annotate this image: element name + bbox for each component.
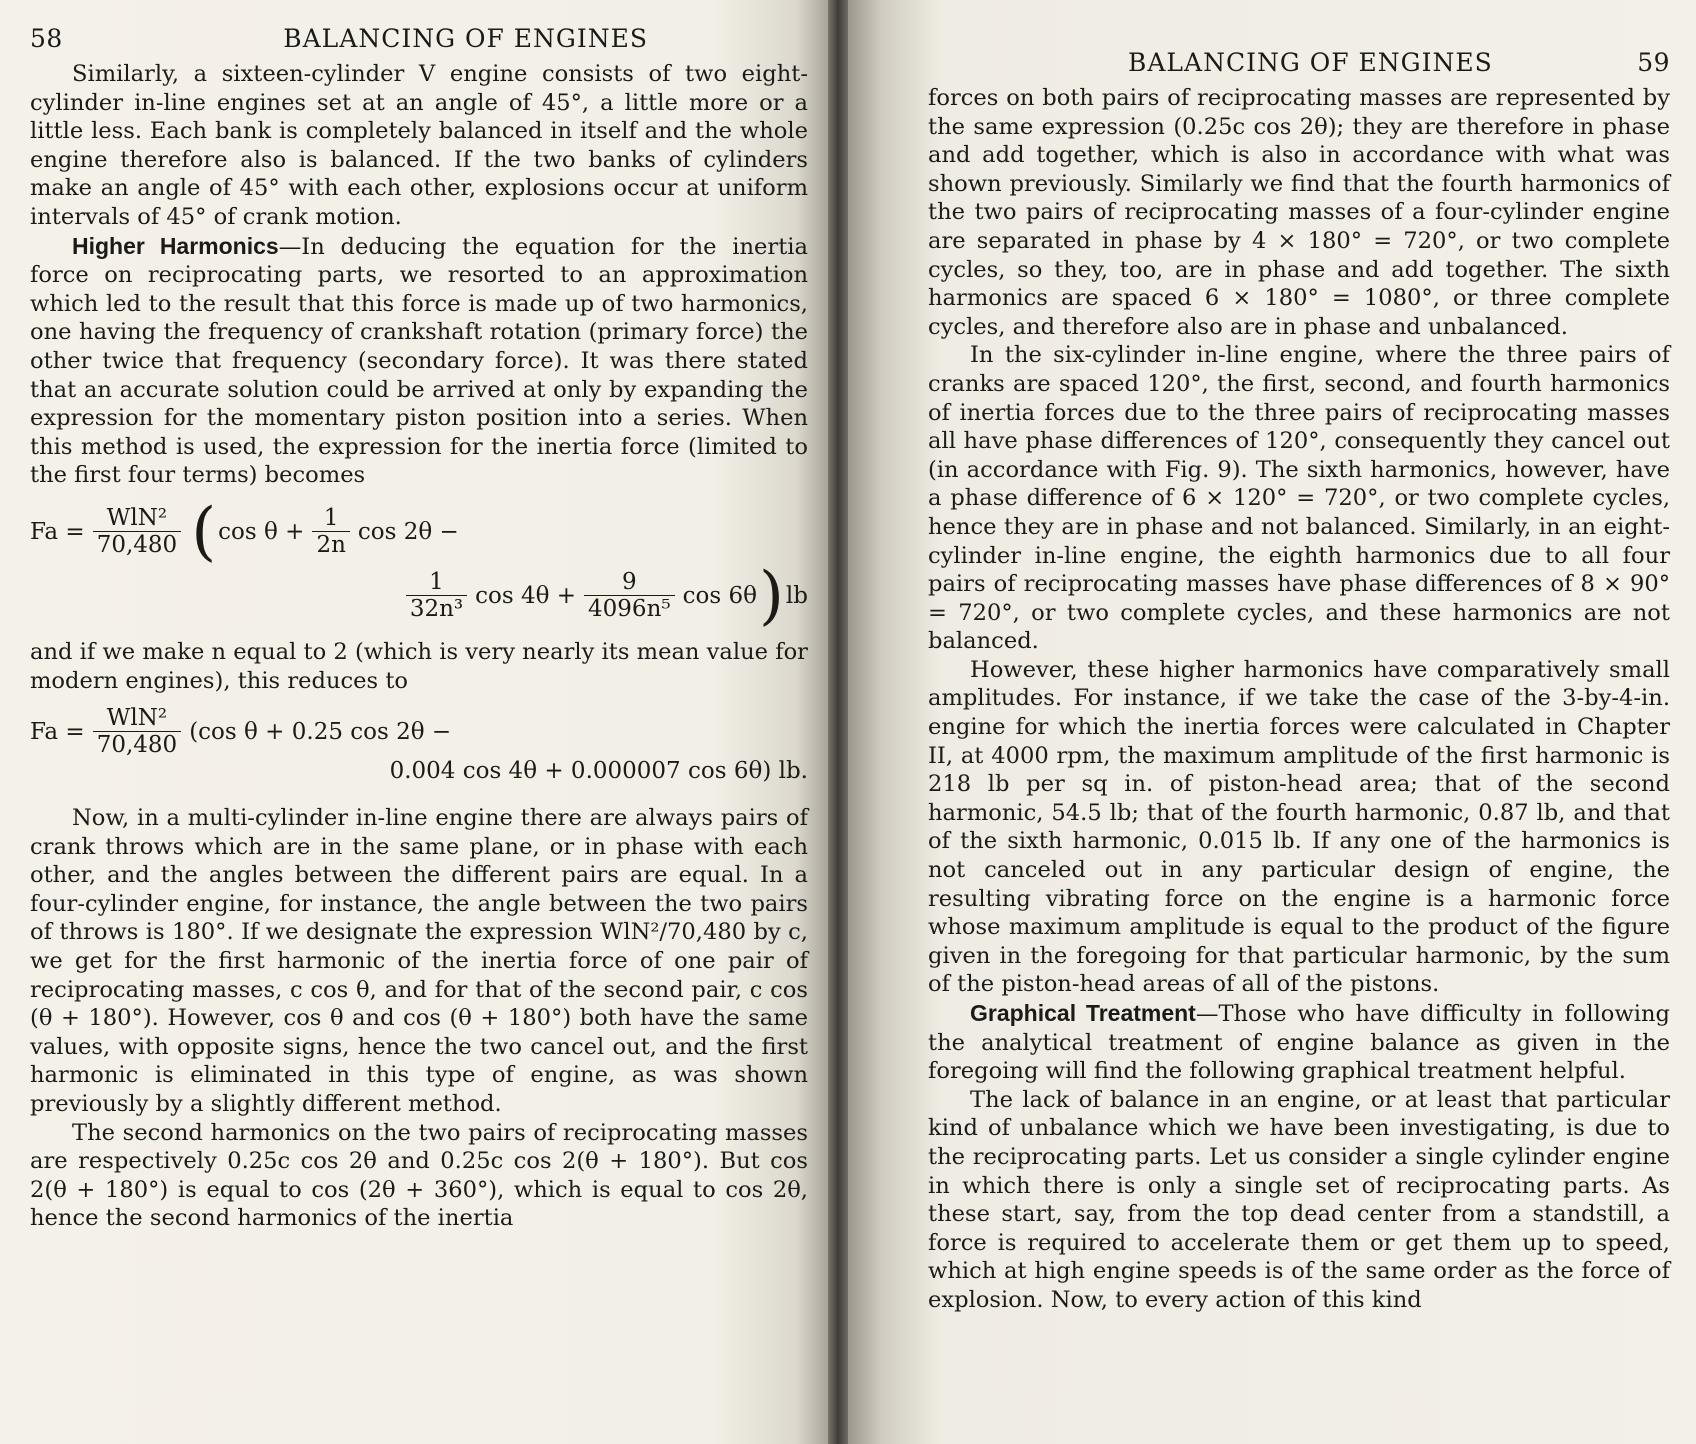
eq2-line-2: 0.004 cos 4θ + 0.000007 cos 6θ) lb. [389,758,808,785]
left-page-number: 58 [30,23,63,53]
left-paragraph-2-text: —In deducing the equation for the inertia force on reciprocating parts, we resorted to an approximation which led to the result that this force is made up of two harmonics, one having the frequency of crankshaft rotation (primary force) the other twice that frequency (secondary force). It was there stated that an accurate solution could be arrived at only by expanding the expression for the momentary piston position into a series. When this method is used, the expression for the inertia force (limited to the first four terms) becomes [30,233,808,489]
book-gutter [828,0,848,1444]
eq1-fraction-main [93,505,181,558]
eq1-term-4: cos 6θ [682,582,757,609]
left-paragraph-3: and if we make n equal to 2 (which is very nearly its mean value for modern engines), this reduces to [30,638,808,694]
right-paragraph-2: In the six-cylinder in-line engine, where the three pairs of cranks are spaced 120°, the first, second, and fourth harmonics of inertia forces due to the three pairs of reciprocating masses all have phase differences of 120°, consequently they cancel out (in accordance with Fig. 9). The sixth harmonics, however, have a phase difference of 6 × 120° = 720°, or two complete cycles, hence they are in phase and not balanced. Similarly, in an eight-cylinder in-line engine, the eighth harmonics due to all four pairs of reciprocating masses have phase differences of 8 × 90° = 720°, or two complete cycles, and these harmonics are not balanced. [928,342,1670,655]
right-paragraph-4-text: —Those who have difficulty in following the analytical treatment of engine balance as given in the foregoing will find the following graphical treatment helpful. [928,1001,1670,1085]
left-paragraph-4: Now, in a multi-cylinder in-line engine there are always pairs of crank throws which are in the same plane, or in phase with each other, and the angles between the different pairs are equal. In a four-cylinder engine, for instance, the angle between the two pairs of throws is 180°. If we designate the expression WlN²/70,480 by c, we get for the first harmonic of the inertia force of one pair of reciprocating masses, c cos θ, and for that of the second pair, c cos (θ + 180°). However, cos θ and cos (θ + 180°) both have the same values, with opposite signs, hence the two cancel out, and the first harmonic is eliminated in this type of engine, as was shown previously by a slightly different method. [30,805,808,1118]
eq1-term-3: cos 4θ + [475,582,577,609]
left-paragraph-5: The second harmonics on the two pairs of reciprocating masses are respectively 0.25c cos 2θ and 0.25c cos 2(θ + 180°). But cos 2(θ + 180°) is equal to cos (2θ + 360°), which is equal to cos 2θ, hence the second harmonics of the inertia [30,1119,808,1232]
right-paragraph-1: forces on both pairs of reciprocating masses are represented by the same expression (0.25c cos 2θ); they are therefore in phase and add together, which is also in accordance with what was shown previously. Similarly we find that the fourth harmonics of the two pairs of reciprocating masses of a four-cylinder engine are separated in phase by 4 × 180° = 720°, or two complete cycles, so they, too, are in phase and add together. The sixth harmonics are spaced 6 × 180° = 1080°, or three complete cycles, and therefore also are in phase and unbalanced. [928,85,1670,340]
right-paragraph-4 [928,999,1670,1086]
eq2-f-num: WlN² [106,705,168,732]
eq2-f-den: 70,480 [93,731,181,758]
eq1-term-2: cos 2θ − [357,518,459,545]
eq1-lhs: Fa = [30,518,85,545]
left-page [0,0,838,1444]
left-running-head: BALANCING OF ENGINES [283,23,648,53]
eq1-close-paren: ) [758,558,784,633]
left-paragraph-1: Similarly, a sixteen-cylinder V engine consists of two eight-cylinder in-line engines set at an angle of 45°, a little more or a little less. Each bank is completely balanced in itself and the whole engine therefore also is balanced. If the two banks of cylinders make an angle of 45° with each other, explosions occur at uniform intervals of 45° of crank motion. [30,61,808,230]
eq1-f4-den: 4096n⁵ [584,595,675,622]
eq1-open-paren: ( [191,494,217,569]
right-page [838,0,1696,1444]
eq1-f3-num: 1 [429,569,444,596]
eq2-fraction [93,705,181,758]
eq1-fraction-4 [584,569,675,622]
right-paragraph-3: However, these higher harmonics have comparatively small amplitudes. For instance, if we take the case of the 3-by-4-in. engine for which the inertia forces were calculated in Chapter II, at 4000 rpm, the maximum amplitude of the first harmonic is 218 lb per sq in. of piston-head area; that of the second harmonic, 54.5 lb; that of the fourth harmonic, 0.87 lb, and that of the sixth harmonic, 0.015 lb. If any one of the harmonics is not canceled out in any particular design of engine, the resulting vibrating force on the engine is a harmonic force whose maximum amplitude is equal to the product of the figure given in the foregoing for that particular harmonic, by the sum of the piston-head areas of all of the pistons. [928,656,1670,998]
right-running-head: BALANCING OF ENGINES [1128,47,1493,77]
section-heading-graphical-treatment: Graphical Treatment [970,1000,1196,1026]
equation-1 [30,494,808,633]
left-running-header [30,16,808,60]
right-running-header [928,40,1670,84]
eq1-f2-num: 1 [323,505,339,532]
eq1-f4-num: 9 [622,569,637,596]
eq2-lhs: Fa = [30,718,85,745]
eq1-unit: lb [785,582,808,609]
equation-2 [30,705,808,784]
right-page-number: 59 [1637,47,1670,77]
eq1-term-1: cos θ + [218,518,305,545]
right-paragraph-5: The lack of balance in an engine, or at least that particular kind of unbalance which we have been investigating, is due to the reciprocating parts. Let us consider a single cylinder engine in which there is only a single set of reciprocating parts. As these start, say, from the top dead center from a standstill, a force is required to accelerate them or get them up to speed, which at high engine speeds is of the same order as the force of explosion. Now, to every action of this kind [928,1086,1670,1313]
eq1-f3-den: 32n³ [406,595,467,622]
eq2-term-1: (cos θ + 0.25 cos 2θ − [189,718,452,745]
left-paragraph-2 [30,232,808,490]
section-heading-higher-harmonics: Higher Harmonics [72,232,279,259]
eq1-fraction-3 [406,569,467,622]
eq1-f2-den: 2n [312,531,349,558]
eq1-f1-den: 70,480 [93,531,181,558]
eq1-f1-num: WlN² [106,505,168,532]
eq1-fraction-2 [312,505,349,558]
